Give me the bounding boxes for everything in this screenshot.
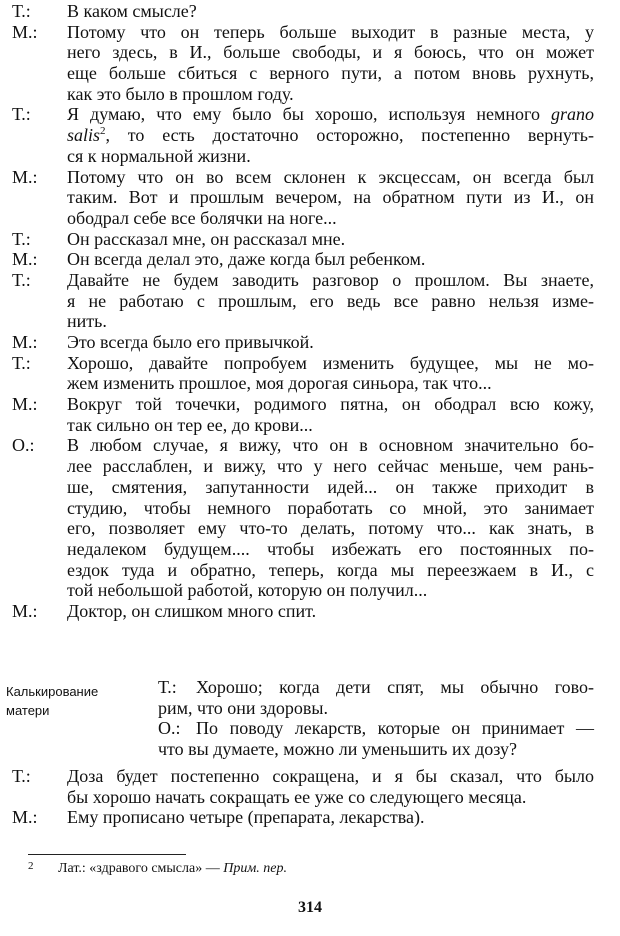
speaker-label: М.: [12,807,38,828]
text-line [0,353,620,374]
text-line [0,539,620,560]
text-line [0,435,620,456]
text-line [0,270,620,291]
line-text: Доктор, он слишком много спит. [67,600,317,621]
text-line [0,146,620,167]
text-line [0,22,620,43]
line-text: так сильно он тер ее, до крови... [67,414,313,435]
text-line [0,1,620,22]
line-text: Вокруг той точечки, родимого пятна, он ободрал всю кожу, [67,394,594,415]
speaker-label: М.: [12,600,38,621]
line-text: Ему прописано четыре (препарата, лекарства). [67,807,425,828]
line-text: той небольшой работой, которую он получил... [67,580,428,601]
line-text: Доза будет постепенно сокращена, и я бы сказал, что было [67,766,594,786]
speaker-label: М.: [12,249,38,270]
closing-dialogue-block [0,766,620,828]
line-text: В каком смысле? [67,1,197,21]
text-line [0,311,620,332]
line-text: его, позволяет ему что-то делать, потому что... как знать, в [67,518,594,539]
text-line [0,415,620,436]
indented-line [0,718,620,739]
speaker-label: Т.: [12,766,31,786]
line-text: недалеком будущем.... чтобы избежать его постоянных по- [67,538,594,559]
footnote-divider [28,854,186,855]
line-text: Он рассказал мне, он рассказал мне. [67,228,346,249]
footnote-body: Лат.: «здравого смысла» — [58,861,224,876]
line-text: жем изменить прошлое, моя дорогая синьора, так что... [67,373,492,394]
line-text: Хорошо, давайте попробуем изменить будущее, мы не мо- [67,352,594,373]
italic-phrase: grano [550,104,594,125]
line-text: студию, чтобы немного поработать со мной, это занимает [67,497,594,518]
line-text: По поводу лекарств, которые он принимает — [196,718,594,738]
indented-line [0,739,620,760]
line-text: ся к нормальной жизни. [67,145,251,166]
line-text: Это всегда было его привычкой. [67,332,314,352]
speaker-label: Т.: [12,269,31,290]
line-text: Я думаю, что ему было бы хорошо, используя немного grano [67,104,594,125]
text-line [0,332,620,353]
line-text: что вы думаете, можно ли уменьшить их дозу? [158,738,517,759]
line-text: рим, что они здоровы. [158,697,329,718]
line-text: Давайте не будем заводить разговор о прошлом. Вы знаете, [67,269,594,290]
text-line [0,208,620,229]
line-text: бы хорошо начать сокращать ее уже со следующего месяца. [67,786,527,807]
text-line [0,498,620,519]
line-text: я не работаю с прошлым, его ведь все равно нельзя изме- [67,290,594,311]
text-line [0,84,620,105]
footnote-text [58,860,287,878]
text-line [0,373,620,394]
text-line [0,807,620,828]
footnote-note: Прим. пер. [223,861,287,876]
page-number: 314 [298,899,322,916]
line-text: Потому что он во всем склонен к эксцессам, он всегда был [67,166,594,187]
text-line [0,229,620,250]
line-text: ше, смятения, запутанности идей... он также приходит в [67,476,594,497]
text-line [0,456,620,477]
text-line [0,477,620,498]
speaker-label: Т.: [12,104,31,125]
text-line [0,125,620,146]
line-text: лее расслаблен, и вижу, что у него сейчас меньше, чем рань- [67,456,594,477]
speaker-label: М.: [12,332,38,352]
line-text: него здесь, в И., больше свободы, и я боюсь, что он может [67,42,594,63]
indented-line [0,698,620,719]
speaker-label: О.: [12,435,35,456]
italic-phrase: salis [67,125,101,146]
line-text: ездок туда и обратно, теперь, когда мы переезжаем в И., с [67,559,594,580]
line-text: еще больше сбиться с верного пути, а потом вновь рухнуть, [67,63,594,84]
line-text: salis$^2$, то есть достаточно осторожно, постепенно вернуть- [67,125,594,146]
indented-dialogue-block [0,677,620,759]
line-text: нить. [67,311,107,332]
line-text: как это было в прошлом году. [67,83,294,104]
speaker-label: Т.: [12,228,31,249]
text-line [0,560,620,581]
line-text: таким. Вот и прошлым вечером, на обратном пути из И., он [67,187,594,208]
text-line [0,167,620,188]
footnote-number: 2 [28,860,34,872]
speaker-label: Т.: [158,677,177,697]
text-line [0,518,620,539]
text-line [0,42,620,63]
text-line [0,787,620,808]
text-line [0,63,620,84]
text-line [0,601,620,622]
line-text: Потому что он теперь больше выходит в разные места, у [67,21,594,42]
text-line [0,766,620,787]
footnote-ref: 2 [100,125,106,138]
line-text: Хорошо; когда дети спят, мы обычно гово- [196,677,594,697]
line-text: ободрал себе все болячки на ноге... [67,207,337,228]
text-line [0,580,620,601]
line-text: В любом случае, я вижу, что он в основном значительно бо- [67,435,594,456]
text-line [0,187,620,208]
speaker-label: О.: [158,718,181,738]
text-line [0,394,620,415]
line-text: Он всегда делал это, даже когда был ребенком. [67,249,426,270]
speaker-label: М.: [12,166,38,187]
text-line [0,104,620,125]
speaker-label: М.: [12,394,38,415]
speaker-label: М.: [12,21,38,42]
margin-note-line: матери [6,703,50,718]
indented-line [0,677,620,698]
speaker-label: Т.: [12,352,31,373]
speaker-label: Т.: [12,1,31,21]
margin-note-line: Калькирование [6,684,99,699]
text-line [0,291,620,312]
text-line [0,249,620,270]
dialogue-block [0,1,620,622]
